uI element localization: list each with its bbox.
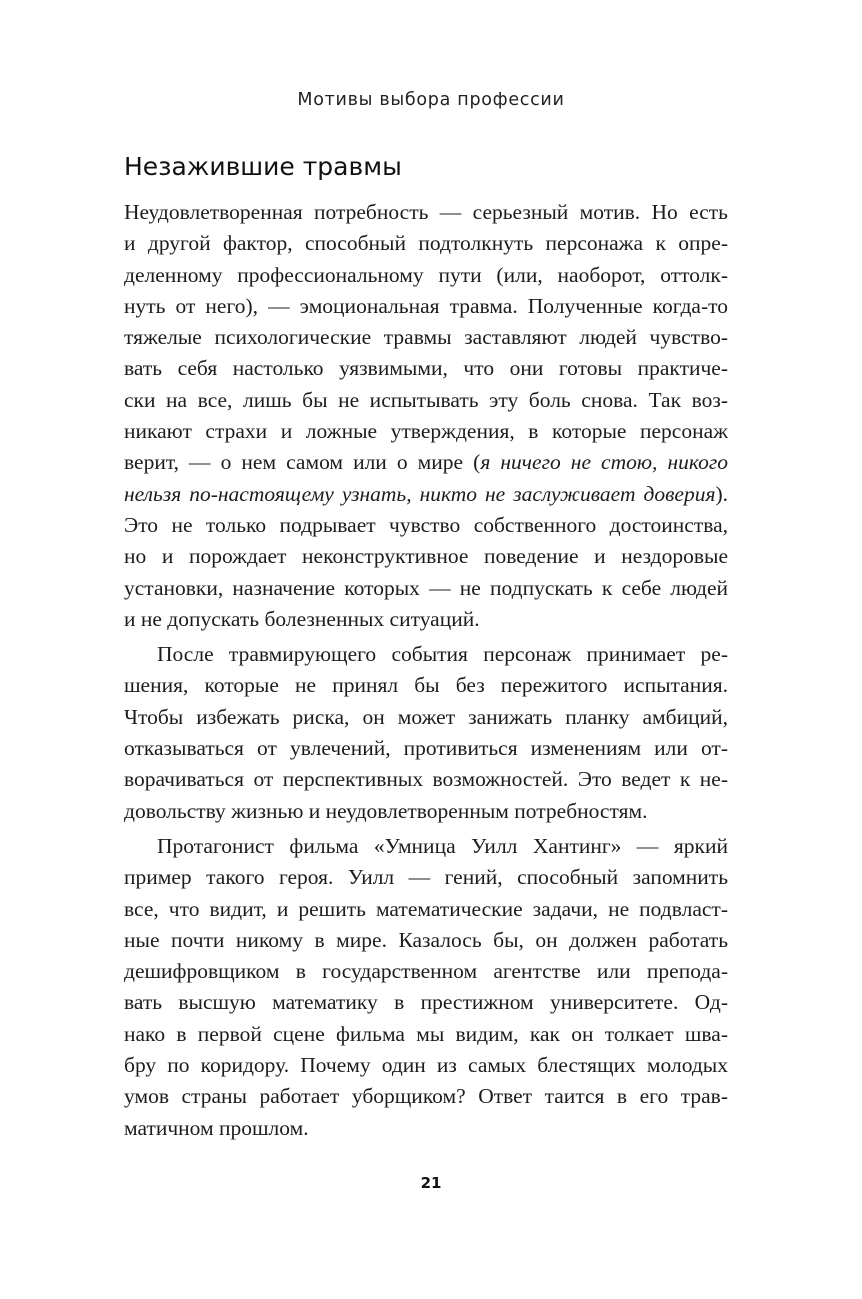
text-line: Протагонист фильма «Умница Уилл Хантинг» — яркий (157, 833, 728, 858)
text-line: нуть от него), — эмоциональная травма. Полученные когда-то (124, 293, 728, 318)
paragraph-1 (124, 197, 728, 635)
text-segment: верит, — о нем самом или о мире ( (124, 450, 481, 475)
text-line: установки, назначение которых — не подпускать к себе людей (124, 575, 728, 600)
text-line: вать высшую математику в престижном университете. Од- (124, 990, 728, 1015)
page-number: 21 (420, 1174, 442, 1192)
running-head: Мотивы выбора профессии (297, 90, 565, 110)
italic-quote: нельзя по-настоящему узнать, никто не заслуживает доверия (124, 481, 716, 506)
text-line: шения, которые не принял бы без пережитого испытания. (124, 673, 728, 698)
text-line: матичном прошлом. (124, 1115, 309, 1140)
text-line: и не допускать болезненных ситуаций. (124, 606, 480, 631)
text-line: После травмирующего события персонаж принимает ре- (157, 642, 728, 667)
text-line: ски на все, лишь бы не испытывать эту боль снова. Так воз- (124, 387, 728, 412)
text-line: Чтобы избежать риска, он может занижать планку амбиций, (124, 704, 728, 729)
text-line: бру по коридору. Почему один из самых блестящих молодых (124, 1053, 728, 1078)
text-line: Это не только подрывает чувство собственного достоинства, (124, 512, 728, 537)
text-line: но и порождает неконструктивное поведение и нездоровые (124, 544, 728, 569)
paragraph-2 (124, 639, 728, 827)
text-line: дешифровщиком в государственном агентстве или препода- (124, 959, 728, 984)
body-text (124, 197, 728, 1144)
text-line: все, что видит, и решить математические задачи, не подвласт- (124, 896, 728, 921)
text-line: отказываться от увлечений, противиться изменениям или от- (124, 736, 728, 761)
text-line: Неудовлетворенная потребность — серьезный мотив. Но есть (124, 200, 728, 224)
text-line: пример такого героя. Уилл — гений, способный запомнить (124, 865, 728, 890)
text-line: вать себя настолько уязвимыми, что они готовы практиче- (124, 356, 728, 381)
text-line: ворачиваться от перспективных возможностей. Это ведет к не- (124, 767, 728, 792)
text-line: деленному профессиональному пути (или, наоборот, оттолк- (124, 262, 728, 287)
text-segment: ). (715, 481, 728, 506)
section-title: Незажившие травмы (124, 152, 402, 181)
text-line: ные почти никому в мире. Казалось бы, он должен работать (124, 927, 728, 952)
paragraph-3 (124, 831, 728, 1144)
text-line: никают страхи и ложные утверждения, в которые персонаж (124, 419, 728, 444)
text-line-with-italic (124, 447, 728, 478)
text-line: нако в первой сцене фильма мы видим, как он толкает шва- (124, 1021, 728, 1046)
text-line: тяжелые психологические травмы заставляют людей чувство- (124, 325, 728, 350)
text-line: и другой фактор, способный подтолкнуть персонажа к опре- (124, 231, 728, 256)
text-line: довольству жизнью и неудовлетворенным потребностям. (124, 798, 648, 823)
text-line: умов страны работает уборщиком? Ответ таится в его трав- (124, 1084, 728, 1109)
text-line-with-italic (124, 479, 728, 510)
italic-quote: я ничего не стою, никого (480, 450, 728, 475)
